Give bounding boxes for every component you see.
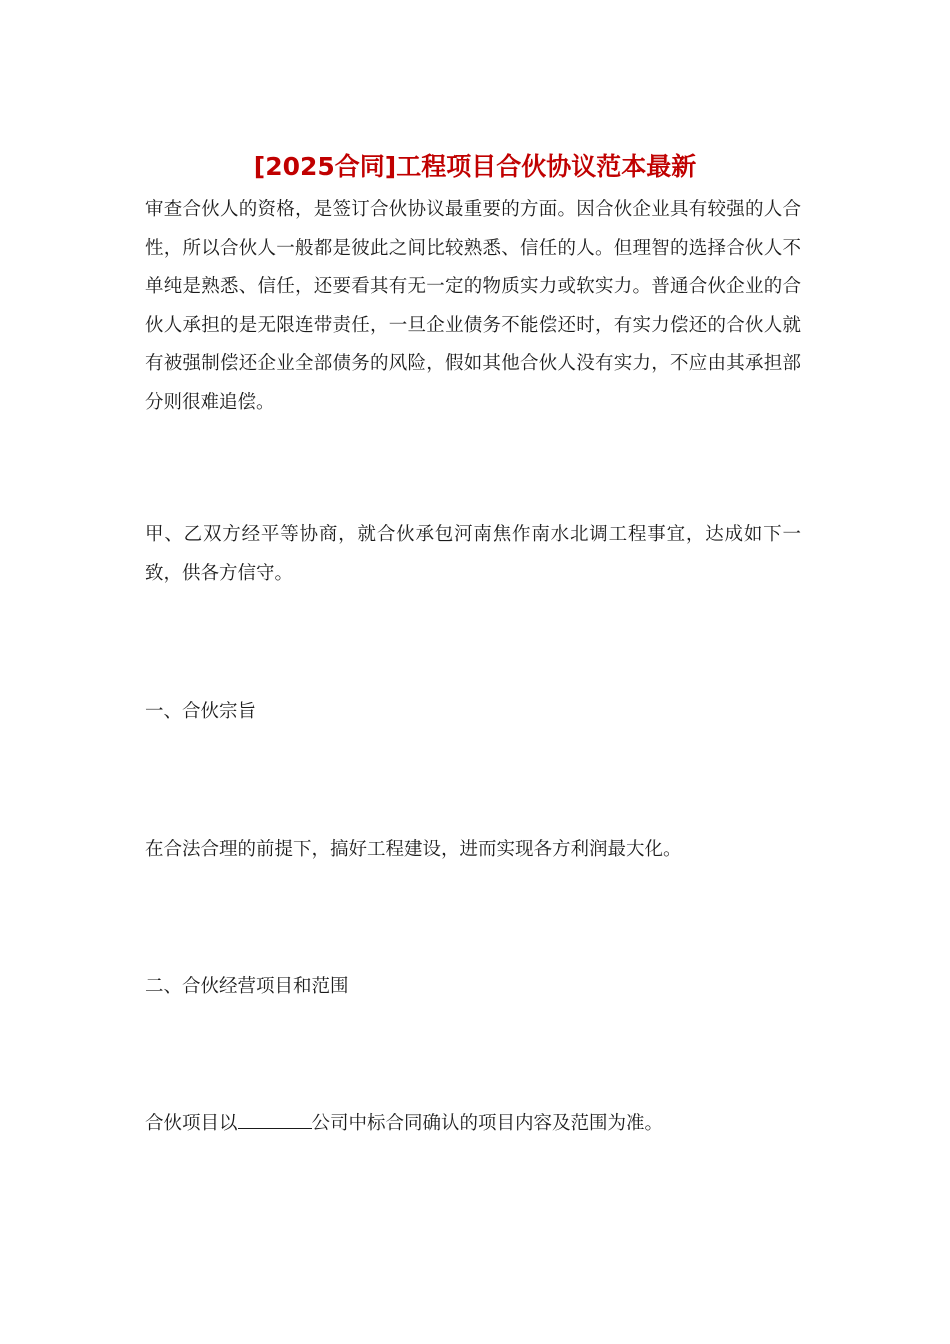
intro-paragraph: 审查合伙人的资格，是签订合伙协议最重要的方面。因合伙企业具有较强的人合性，所以合伙人一般都是彼此之间比较熟悉、信任的人。但理智的选择合伙人不单纯是熟悉、信任，还要看其有无一定的物质实力或软实力。普通合伙企业的合伙人承担的是无限连带责任，一旦企业债务不能偿还时，有实力偿还的合伙人就有被强制偿还企业全部债务的风险，假如其他合伙人没有实力，不应由其承担部分则很难追偿。 <box>145 199 801 413</box>
section-heading-scope: 二、合伙经营项目和范围 <box>145 976 349 997</box>
scope-text-after-blank: 公司中标合同确认的项目内容及范围为准。 <box>311 1113 664 1134</box>
scope-paragraph <box>145 1105 801 1144</box>
scope-text-before-blank: 合伙项目以 <box>145 1113 238 1134</box>
fill-in-blank <box>238 1110 312 1129</box>
preamble-paragraph: 甲、乙双方经平等协商，就合伙承包河南焦作南水北调工程事宜，达成如下一致，供各方信守。 <box>145 524 801 584</box>
document-title: [2025合同]工程项目合伙协议范本最新 <box>253 152 697 181</box>
purpose-paragraph: 在合法合理的前提下，搞好工程建设，进而实现各方利润最大化。 <box>145 839 682 860</box>
section-heading-purpose: 一、合伙宗旨 <box>145 701 257 722</box>
